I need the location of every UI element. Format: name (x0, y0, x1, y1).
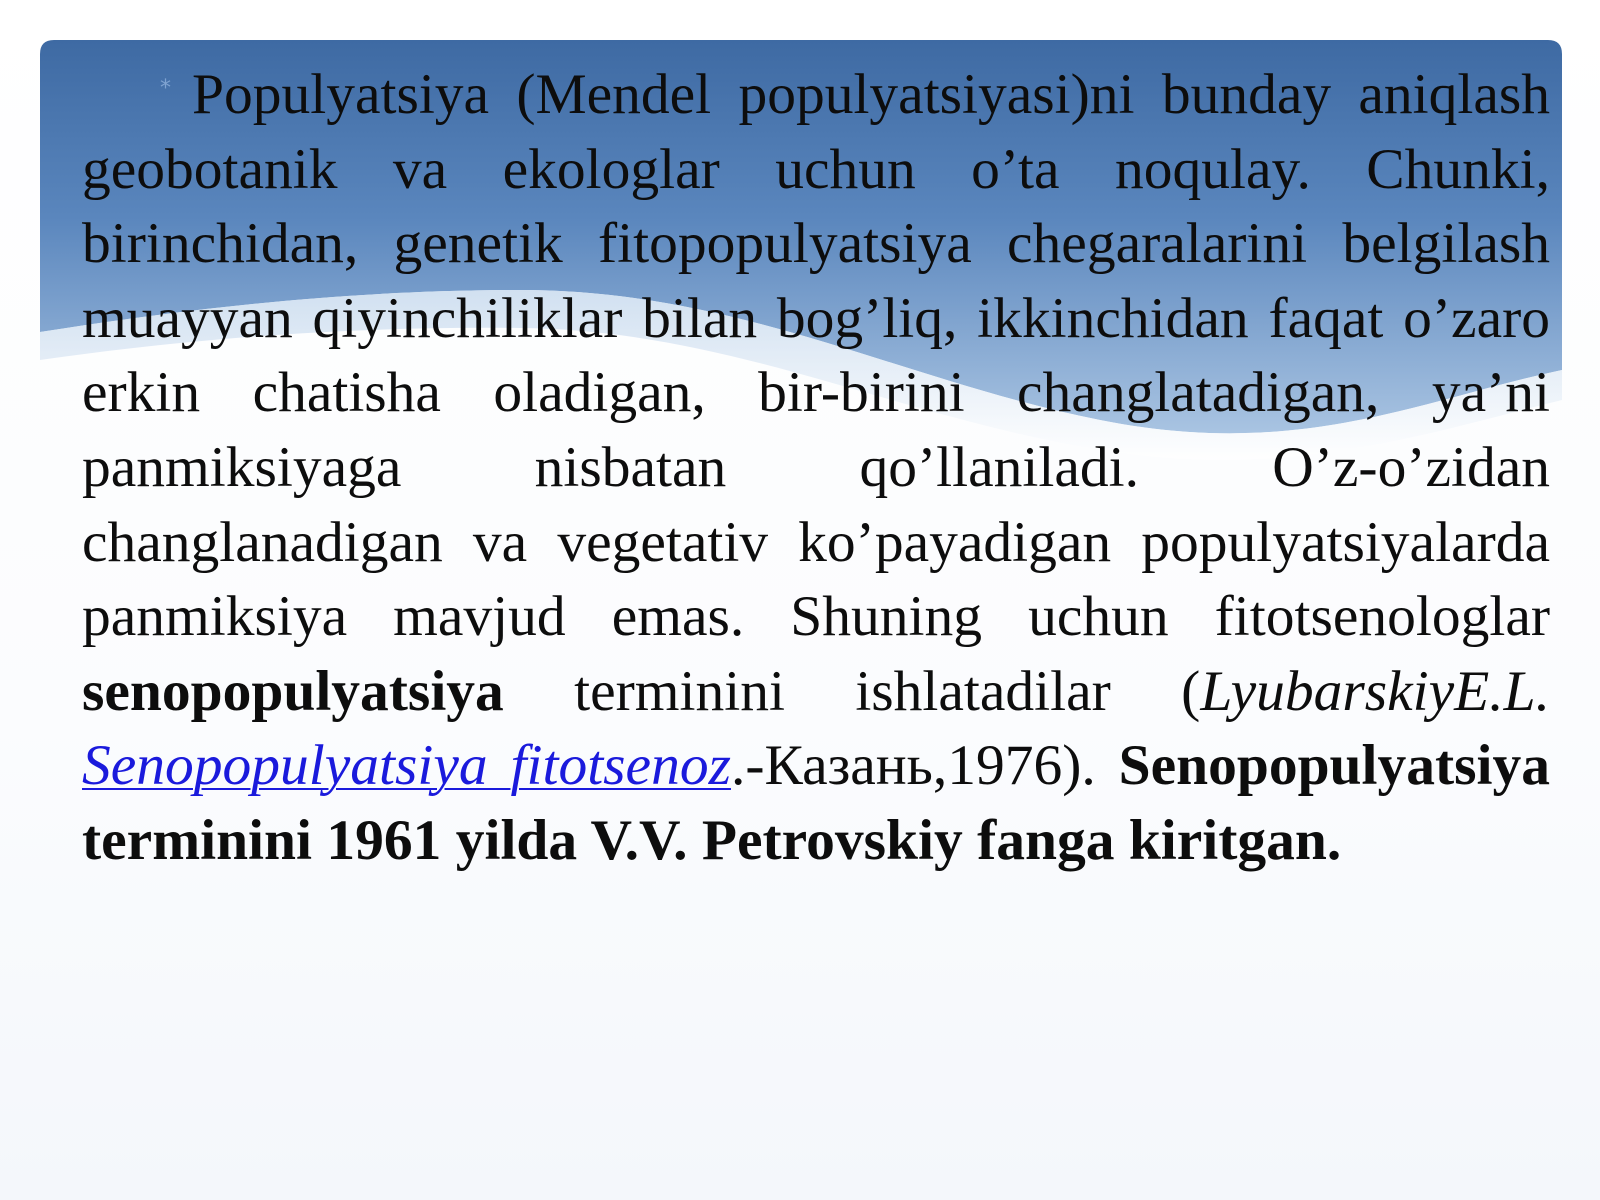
slide-paragraph (82, 58, 1550, 879)
paragraph-text-2: terminini ishlatadilar ( (503, 659, 1201, 723)
bullet-icon: * (160, 76, 171, 101)
author-name: LyubarskiyE.L. (1200, 659, 1550, 723)
bold-conclusion: Senopopulyatsiya terminini 1961 yilda V.V. Petrovskiy fanga kiritgan. (82, 734, 1551, 872)
paragraph-text-1: Populyatsiya (Mendel populyatsiyasi)ni bunday aniqlash geobotanik va ekologlar uchun o’ta noqulay. Chunki, birinchidan, genetik fitopopulyatsiya chegaralarini belgilash muayyan qiyinchiliklar bilan bog’liq, ikkinchidan faqat o’zaro erkin chatisha oladigan, bir-birini changlatadigan, ya’ni panmiksiyaga nisbatan qo’llaniladi. O’z-o’zidan changlanadigan va vegetativ ko’payadigan populyatsiyalarda panmiksiya mavjud emas. Shuning uchun fitotsenologlar (82, 63, 1550, 649)
bold-term: senopopulyatsiya (82, 659, 504, 723)
paragraph-text-4: .-Казань,1976). (730, 734, 1119, 798)
reference-link[interactable]: Senopopulyatsiya fitotsenoz (82, 734, 731, 798)
